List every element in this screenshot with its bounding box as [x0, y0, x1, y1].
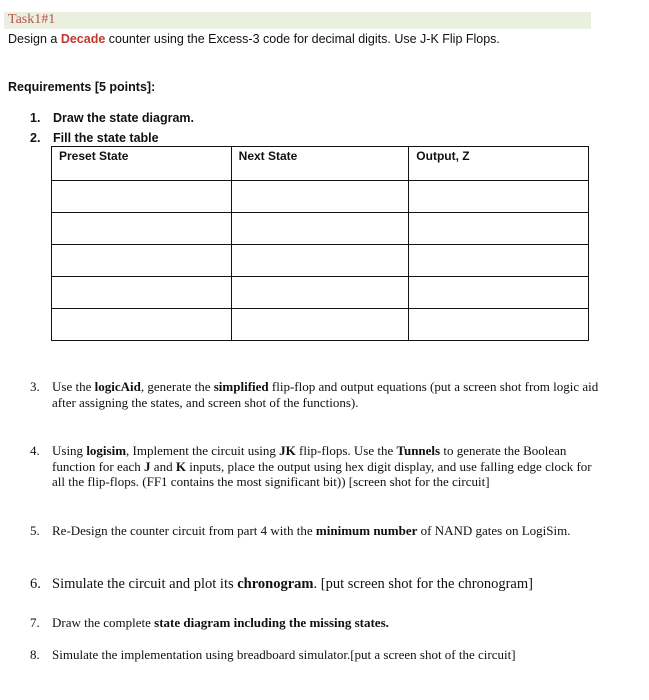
item-text: Draw the state diagram.: [53, 111, 195, 125]
text-run: to generate the Boolean function for each: [52, 443, 567, 474]
table-cell[interactable]: [52, 309, 232, 341]
simplified-keyword: simplified: [213, 379, 269, 394]
requirement-item-1: [30, 111, 194, 125]
j-keyword: J: [144, 458, 151, 474]
text-run: of NAND gates on LogiSim.: [417, 523, 571, 538]
table-row: [52, 309, 589, 341]
table-header-row: [52, 147, 589, 181]
requirement-item-4: [30, 443, 600, 490]
table-cell[interactable]: [231, 277, 409, 309]
item-number: 1.: [30, 111, 41, 125]
task-title-band: [4, 12, 591, 29]
requirement-item-7: [30, 615, 600, 631]
intro-text-rest: counter using the Excess-3 code for decimal digits. Use J-K Flip Flops.: [105, 32, 500, 46]
text-run: and: [150, 458, 176, 474]
text-run: , generate the: [140, 379, 214, 394]
table-cell[interactable]: [52, 277, 232, 309]
text-run: Draw the complete: [52, 615, 155, 630]
item-text: [52, 443, 600, 490]
table-cell[interactable]: [231, 181, 409, 213]
item-number: 7.: [30, 615, 40, 630]
requirement-item-8: [30, 647, 600, 663]
text-run: Re-Design the counter circuit from part 4 with the: [52, 523, 316, 538]
item-text: [52, 647, 600, 663]
text-run: . [put screen shot for the chronogram]: [313, 576, 533, 592]
table-cell[interactable]: [409, 309, 589, 341]
text-run: Simulate the circuit and plot its: [52, 576, 238, 592]
text-run: flip-flops. Use the: [295, 443, 397, 458]
table-cell[interactable]: [231, 213, 409, 245]
text-run: inputs, place the output using hex digit display, and use falling edge clock for all the flip-flops. (FF1 contains the most significant bit)) [screen shot for the circuit]: [52, 458, 592, 489]
k-keyword: K: [175, 458, 186, 474]
table-row: [52, 245, 589, 277]
table-row: [52, 213, 589, 245]
item-text: [52, 577, 600, 593]
item-number: 8.: [30, 647, 40, 662]
tunnels-keyword: Tunnels: [396, 443, 441, 458]
requirements-heading: Requirements [5 points]:: [8, 80, 156, 94]
item-number: 6.: [30, 576, 41, 592]
table-cell[interactable]: [409, 213, 589, 245]
jk-keyword: JK: [279, 443, 296, 458]
task-description: [8, 32, 500, 46]
text-run: Simulate the implementation using breadboard simulator.[put a screen shot of the circuit]: [52, 647, 516, 662]
intro-text: Design a: [8, 32, 61, 46]
table-row: [52, 181, 589, 213]
state-diagram-keyword: state diagram including the missing states.: [154, 615, 389, 630]
item-text: Fill the state table: [53, 131, 159, 145]
task-title: Task1#1: [8, 12, 56, 27]
table-cell[interactable]: [409, 245, 589, 277]
table-row: [52, 277, 589, 309]
column-header-preset-state: Preset State: [52, 147, 232, 181]
text-run: Use the: [52, 379, 95, 394]
text-run: Using: [52, 443, 87, 458]
decade-keyword: Decade: [60, 32, 106, 46]
table-cell[interactable]: [52, 213, 232, 245]
state-table: [51, 146, 589, 341]
column-header-next-state: Next State: [231, 147, 409, 181]
chronogram-keyword: chronogram: [237, 576, 314, 592]
item-text: [52, 615, 600, 631]
requirement-item-5: [30, 523, 600, 539]
text-run: , Implement the circuit using: [126, 443, 280, 458]
text-run: flip-flop and output equations (put a screen shot from logic aid after assigning the states, and screen shot of the functions).: [52, 379, 599, 410]
table-cell[interactable]: [231, 309, 409, 341]
table-cell[interactable]: [52, 245, 232, 277]
minimum-number-keyword: minimum number: [315, 523, 418, 538]
logisim-keyword: logisim: [86, 443, 127, 458]
requirement-item-3: [30, 379, 600, 410]
column-header-output: Output, Z: [409, 147, 589, 181]
item-text: [52, 523, 600, 539]
item-number: 3.: [30, 379, 40, 394]
table-cell[interactable]: [52, 181, 232, 213]
table-cell[interactable]: [231, 245, 409, 277]
table-cell[interactable]: [409, 277, 589, 309]
item-number: 2.: [30, 131, 41, 145]
table-cell[interactable]: [409, 181, 589, 213]
requirement-item-2: [30, 131, 159, 145]
requirement-item-6: [30, 577, 600, 593]
item-text: [52, 379, 600, 410]
item-number: 4.: [30, 443, 40, 458]
logicaid-keyword: logicAid: [94, 379, 141, 394]
item-number: 5.: [30, 523, 40, 538]
